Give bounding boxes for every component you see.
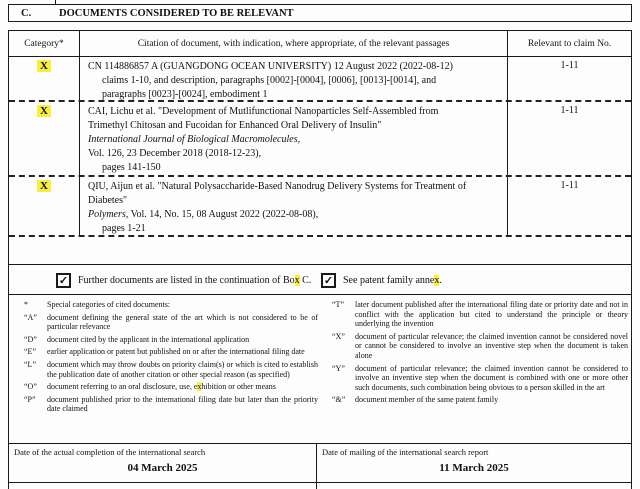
citation-line	[88, 105, 501, 119]
footnote-text	[47, 382, 318, 392]
citation-cell	[80, 102, 507, 175]
completion-date-label: Date of the actual completion of the international search	[14, 447, 206, 457]
footnote-entry	[329, 332, 628, 361]
mailing-date-label: Date of mailing of the international search report	[322, 447, 489, 457]
citation-line	[88, 161, 501, 175]
mailing-date-cell	[317, 444, 631, 482]
footnote-text-part: document referring to an oral disclosure, use, e	[47, 382, 198, 392]
patent-family-label	[343, 275, 442, 286]
footnote-category-label: “X”	[332, 331, 345, 341]
completion-date-cell	[9, 444, 317, 482]
footnote-entry	[21, 382, 318, 392]
footnote-text-highlight: x	[197, 382, 202, 392]
citation-text-segment: Polymers,	[88, 209, 129, 220]
citation-text-segment: Trimethyl Chitosan and Fucoidan for Enhanced Oral Delivery of Insulin"	[88, 120, 382, 131]
checkbox-checked-icon[interactable]: ✓	[321, 273, 336, 288]
empty-table-space	[9, 237, 631, 264]
citation-line	[88, 208, 501, 222]
section-label: C.	[21, 7, 32, 19]
checkbox-checked-icon[interactable]: ✓	[56, 273, 71, 288]
citation-text-segment: paragraphs [0023]-[0024], embodiment 1	[102, 89, 268, 100]
footnote-text: document defining the general state of the art which is not considered to be of particular relevance	[47, 312, 318, 332]
footnote-category-label: “L”	[24, 359, 36, 369]
category-mark: X	[37, 180, 51, 192]
footnote-category-label: “A”	[24, 312, 37, 322]
citation-line	[88, 133, 501, 147]
footnote-category-label: “T”	[332, 300, 344, 309]
label-part: C.	[299, 274, 312, 286]
footnote-entry	[21, 395, 318, 414]
citation-text-segment: International Journal of Biological Macromolecules,	[88, 134, 301, 145]
citation-text-segment: QIU, Aijun et al. "Natural Polysaccharide-Based Nanodrug Delivery Systems for Treatment of	[88, 181, 467, 192]
footnote-text: document member of the same patent family	[355, 395, 499, 405]
footnote-text: document of particular relevance; the claimed invention cannot be considered to involve an inventive step when the document is combined with one or more other such documents, such combination being obvious to a person skilled in the art	[355, 363, 628, 392]
footnote-text: document which may throw doubts on priority claim(s) or which is cited to establish the publication date of another citation or other special reason (as specified)	[47, 359, 318, 379]
footnote-category-label: “D”	[24, 334, 37, 344]
citation-text-segment: claims 1-10, and description, paragraphs [0002]-[0004], [0006], [0013]-[0014], and	[102, 75, 437, 86]
footnote-entry	[21, 335, 318, 345]
footnote-category-label: “E”	[24, 347, 36, 357]
footnote-entry	[21, 313, 318, 332]
citation-text-segment: pages 141-150	[102, 162, 161, 173]
next-row-cutoff	[8, 483, 632, 489]
citation-row	[9, 102, 631, 177]
label-highlight: x	[434, 274, 440, 286]
footnote-category-label: “P”	[24, 394, 36, 404]
citation-row	[9, 57, 631, 102]
citation-text-segment: Vol. 126, 23 December 2018 (2018-12-23),	[88, 148, 262, 159]
citation-row	[9, 177, 631, 237]
category-mark: X	[37, 60, 51, 72]
citation-line	[88, 119, 501, 133]
footnote-category-label: *	[24, 300, 28, 309]
footnote-category-label: “Y”	[332, 363, 345, 373]
citation-line	[88, 60, 501, 74]
citation-rows	[9, 57, 631, 264]
footnote-text: document of particular relevance; the claimed invention cannot be considered novel or cannot be considered to involve an inventive step when the document is taken alone	[355, 331, 628, 360]
footnote-text: later document published after the international filing date or priority date and not in conflict with the application but cited to understand the principle or theory underlying the invention	[355, 300, 628, 329]
claims-cell: 1-11	[507, 57, 631, 100]
checkbox-row	[8, 265, 632, 295]
completion-date-value: 04 March 2025	[127, 462, 198, 474]
footnote-entry	[21, 360, 318, 379]
category-mark: X	[37, 105, 51, 117]
citation-table-header-row	[9, 31, 631, 57]
further-documents-label	[78, 275, 311, 286]
citation-line	[88, 180, 501, 194]
footnote-category-label: “&”	[332, 395, 346, 405]
citation-text-segment: CN 114886857 A (GUANGDONG OCEAN UNIVERSITY) 12 August 2022 (2022-08-12)	[88, 61, 453, 72]
citation-line	[88, 74, 501, 88]
next-row-divider	[316, 483, 317, 489]
citation-text-segment: pages 1-21	[102, 223, 146, 234]
label-part: Further documents are listed in the continuation of Bo	[78, 274, 295, 286]
footnote-entry	[21, 347, 318, 357]
label-part: .	[439, 274, 442, 286]
claims-cell: 1-11	[507, 102, 631, 175]
citation-line	[88, 88, 501, 102]
footnote-col-right	[329, 300, 628, 408]
footnote-text: document published prior to the international filing date but later than the priority date claimed	[47, 394, 318, 414]
label-highlight: x	[294, 274, 300, 286]
footnote-text: Special categories of cited documents:	[47, 300, 171, 309]
category-cell	[9, 102, 80, 175]
citation-table	[8, 30, 632, 265]
citation-line	[88, 194, 501, 208]
footnote-entry	[21, 300, 318, 310]
footnote-text-part: hibition or other means	[201, 382, 276, 392]
footnote-entry	[329, 364, 628, 393]
claims-cell: 1-11	[507, 177, 631, 235]
citation-text-segment: CAI, Lichu et al. "Development of Mutlifunctional Nanoparticles Self-Assembled from	[88, 106, 439, 117]
citation-line	[88, 222, 501, 236]
column-header-citation: Citation of document, with indication, where appropriate, of the relevant passages	[137, 38, 450, 49]
citation-line	[88, 147, 501, 161]
column-header-claims: Relevant to claim No.	[507, 31, 631, 56]
further-documents-checkbox-item	[56, 265, 311, 295]
citation-text-segment: Vol. 14, No. 15, 08 August 2022 (2022-08-08),	[128, 209, 319, 220]
section-title: DOCUMENTS CONSIDERED TO BE RELEVANT	[59, 7, 294, 19]
footnote-entry	[329, 395, 628, 405]
label-part: See patent family anne	[343, 274, 435, 286]
section-c-header	[8, 4, 632, 22]
mailing-date-value: 11 March 2025	[439, 462, 509, 474]
dates-row	[8, 443, 632, 483]
footnote-text: document cited by the applicant in the international application	[47, 334, 250, 344]
footnotes-box	[8, 295, 632, 443]
citation-cell	[80, 177, 507, 235]
footnote-entry	[329, 300, 628, 329]
footnote-col-left	[21, 300, 318, 417]
footnote-text: earlier application or patent but published on or after the international filing date	[47, 347, 305, 357]
category-cell	[9, 57, 80, 100]
footnote-category-label: “O”	[24, 382, 37, 392]
citation-text-segment: Diabetes"	[88, 195, 128, 206]
column-header-category: Category*	[9, 31, 80, 56]
patent-family-checkbox-item	[321, 265, 442, 295]
citation-cell	[80, 57, 507, 100]
category-cell	[9, 177, 80, 235]
